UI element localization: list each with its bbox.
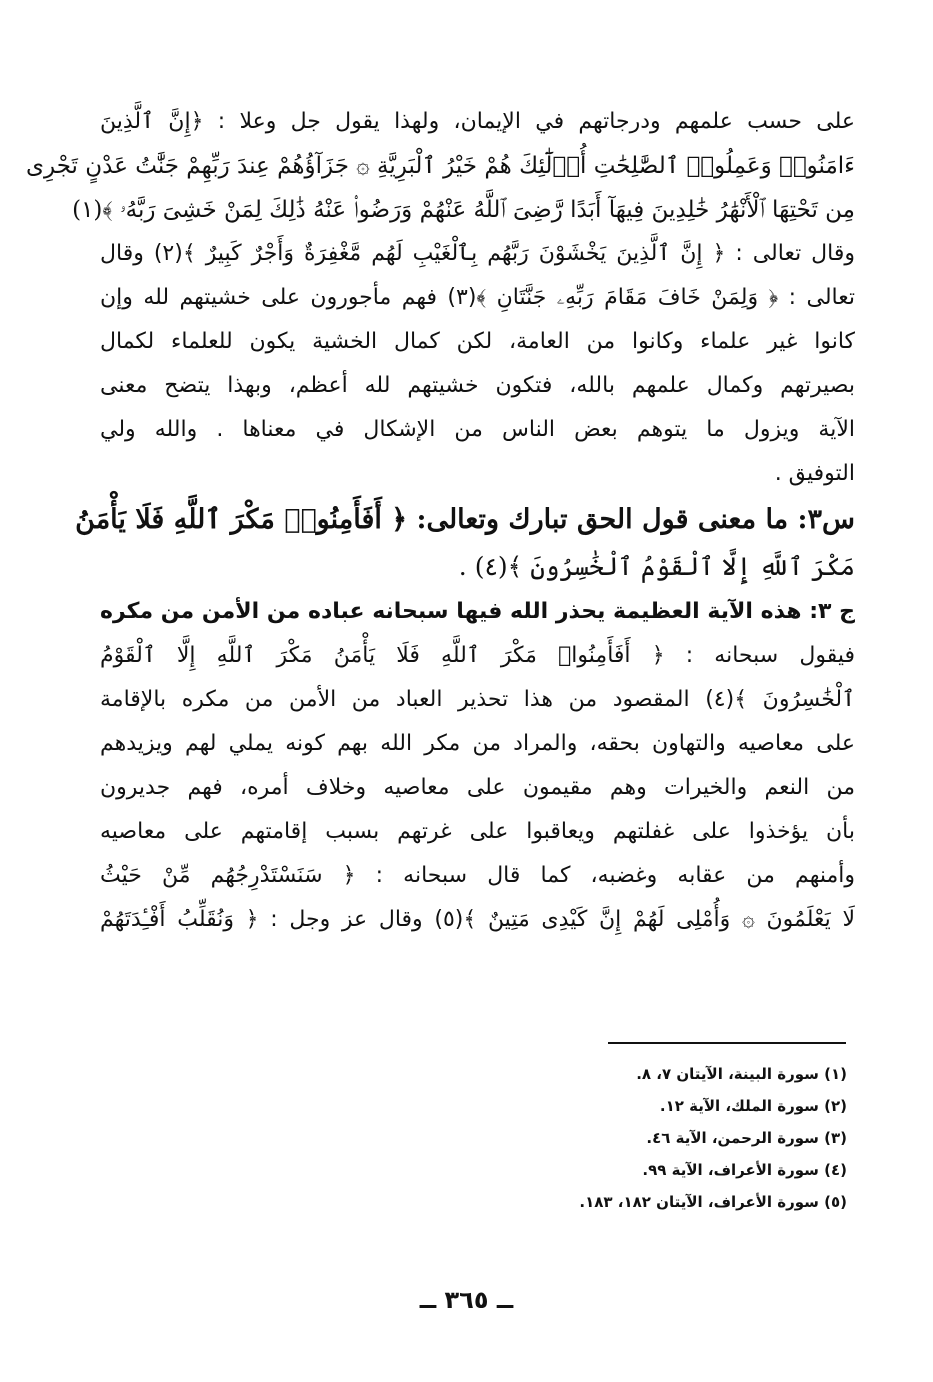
body-line: مِن تَحْتِهَا ٱلْأَنْهَٰرُ خَٰلِدِينَ فِيهَآ أَبَدًا رَّضِىَ ٱللَّهُ عَنْهُمْ وَرَضُوا۟ عَنْهُ ذَٰلِكَ لِمَنْ خَشِىَ رَبَّهُۥ ﴾(١) [72,197,855,223]
answer-line: من النعم والخيرات وهم مقيمون على معاصيه وخلاف أمره، فهم جديرون [100,775,855,800]
footnote-item: (٥) سورة الأعراف، الآيتان ١٨٢، ١٨٣. [579,1193,847,1211]
page-number: ــ ٣٦٥ ــ [419,1286,514,1314]
body-line: ءَامَنُوا۟ وَعَمِلُوا۟ ٱلصَّٰلِحَٰتِ أُو۟لَٰٓئِكَ هُمْ خَيْرُ ٱلْبَرِيَّةِ ۞ جَزَآؤُهُمْ عِندَ رَبِّهِمْ جَنَّٰتُ عَدْنٍ تَجْرِى [26,153,855,179]
answer-line: على معاصيه والتهاون بحقه، والمراد من مكر الله بهم كونه يملي لهم ويزيدهم [100,731,855,756]
answer-line: ج ٣: هذه الآية العظيمة يحذر الله فيها سبحانه عباده من الأمن من مكره [100,599,855,624]
footnotes [579,1058,847,1218]
body-line: الآية ويزول ما يتوهم بعض الناس من الإشكال في معناها . والله ولي [100,417,855,442]
answer-line: ٱلْخَٰسِرُونَ ﴾(٤) المقصود من هذا تحذير العباد من الأمن من مكره بالإقامة [100,687,855,712]
body-line: وقال تعالى : ﴿ إِنَّ ٱلَّذِينَ يَخْشَوْنَ رَبَّهُم بِٱلْغَيْبِ لَهُم مَّغْفِرَةٌ وَأَجْرٌ كَبِيرٌ ﴾(٢) وقال [100,241,856,266]
footnote-item: (٢) سورة الملك، الآية ١٢. [659,1097,847,1115]
body-line: كانوا غير علماء وكانوا من العامة، لكن كمال الخشية يكون للعلماء لكمال [100,329,855,354]
answer-line: لَا يَعْلَمُونَ ۞ وَأُمْلِى لَهُمْ إِنَّ كَيْدِى مَتِينٌ ﴾(٥) وقال عز وجل : ﴿ وَنُقَلِّبُ أَفْـِٔدَتَهُمْ [100,907,856,932]
answer-line: بأن يؤخذوا على غفلتهم ويعاقبوا على غرتهم بسبب إقامتهم على معاصيه [100,819,855,844]
body-line: على حسب علمهم ودرجاتهم في الإيمان، ولهذا يقول جل وعلا : ﴿إِنَّ ٱلَّذِينَ [100,109,855,134]
body-line: بصيرتهم وكمال علمهم بالله، فتكون خشيتهم لله أعظم، وبهذا يتضح معنى [100,373,855,398]
answer-line: فيقول سبحانه : ﴿ أَفَأَمِنُوا۟ مَكْرَ ٱللَّهِ فَلَا يَأْمَنُ مَكْرَ ٱللَّهِ إِلَّا ٱلْقَوْمُ [100,643,855,668]
main-text [26,100,856,942]
footnote-item: (١) سورة البينة، الآيتان ٧، ٨. [636,1065,847,1083]
question-heading: س٣: ما معنى قول الحق تبارك وتعالى: ﴿ أَفَأَمِنُوا۟ مَكْرَ ٱللَّهِ فَلَا يَأْمَنُ [75,504,855,535]
body-line: تعالى : ﴿ وَلِمَنْ خَافَ مَقَامَ رَبِّهِۦ جَنَّتَانِ ﴾(٣) فهم مأجورون على خشيتهم لله وإن [100,285,855,310]
footnote-item: (٤) سورة الأعراف، الآية ٩٩. [642,1161,847,1179]
footnote-divider [608,1042,846,1044]
question-heading-continued: مَكْرَ ٱللَّهِ إِلَّا ٱلْقَوْمُ ٱلْخَٰسِرُونَ ﴾(٤) . [458,552,855,581]
answer-line: وأمنهم من عقابه وغضبه، كما قال سبحانه : ﴿ سَنَسْتَدْرِجُهُم مِّنْ حَيْثُ [100,863,855,888]
body-line: التوفيق . [774,461,855,486]
footnote-item: (٣) سورة الرحمن، الآية ٤٦. [646,1129,847,1147]
